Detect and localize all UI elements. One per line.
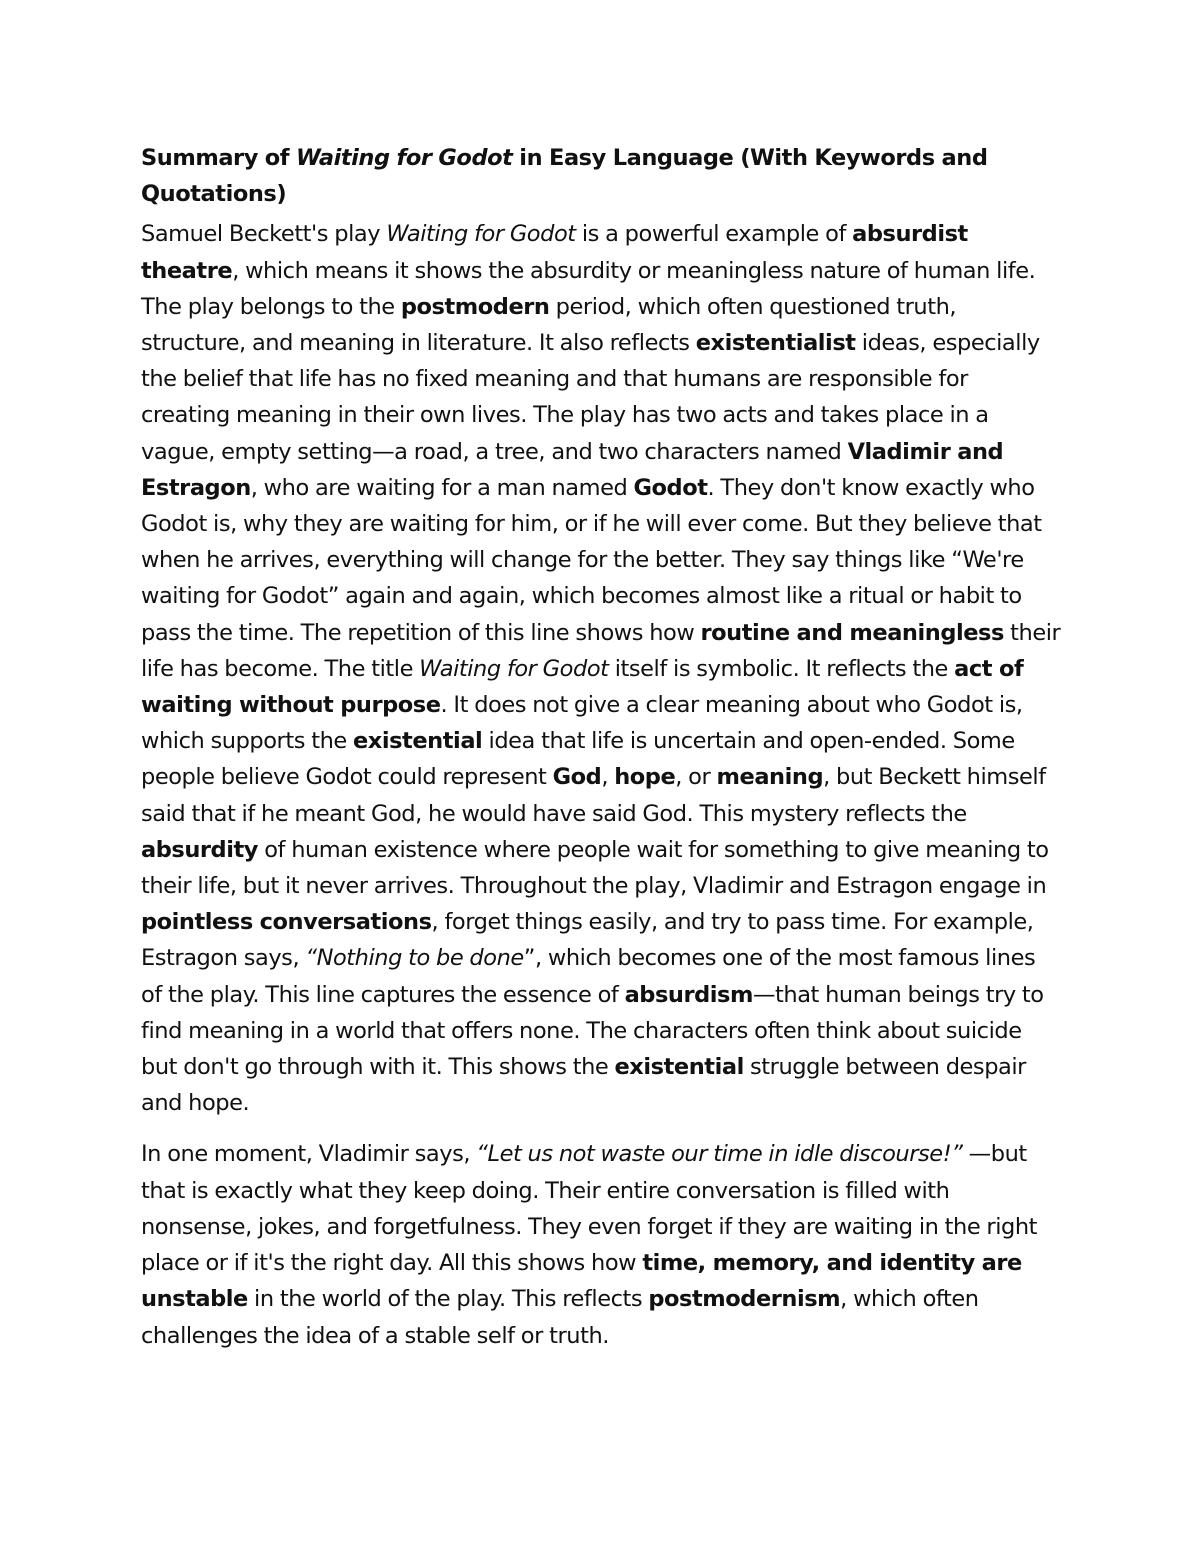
quotation: “Let us not waste our time in idle discourse!” — [476, 1141, 963, 1168]
keyword: meaning — [716, 764, 824, 791]
text-run: in the world of the play. This reflects — [247, 1286, 649, 1313]
keyword: Godot — [633, 474, 708, 501]
keyword: time, memory, and identity are unstable — [141, 1250, 1022, 1313]
keyword: existentialist — [695, 330, 856, 357]
quotation: “Nothing to be done — [305, 945, 524, 972]
text-run: In one moment, Vladimir says, — [141, 1141, 477, 1168]
document-body — [141, 140, 1061, 1369]
keyword: pointless conversations — [141, 909, 432, 936]
text-run: their life has become. The title — [141, 619, 1061, 682]
keyword: postmodernism — [648, 1286, 841, 1313]
keyword: God — [552, 764, 602, 791]
keyword: hope — [614, 764, 676, 791]
italic-run: Waiting for Godot — [419, 655, 609, 682]
text-run: . They don't know exactly who Godot is, why they are waiting for him, or if he will ever come. But they believe that when he arrives, everything will change for the better. They say things like “We're waiting for Godot” again and again, which becomes almost like a ritual or habit to pass the time. The repetition of this line shows how — [141, 474, 1042, 646]
text-run: of human existence where people wait for something to give meaning to their life, but it never arrives. Throughout the play, Vladimir and Estragon engage in — [141, 836, 1049, 900]
text-run: —but that is exactly what they keep doing. Their entire conversation is filled with nonsense, jokes, and forgetfulness. They even forget if they are waiting in the right place or if it's the right day. All this shows how — [141, 1141, 1038, 1277]
text-run: , who are waiting for a man named — [250, 474, 634, 501]
keyword: Vladimir and Estragon — [141, 438, 1004, 501]
paragraph-1 — [141, 216, 1061, 1121]
document-title — [141, 140, 1061, 212]
text-run: , forget things easily, and try to pass time. For example, Estragon says, — [141, 909, 1034, 972]
keyword: absurdity — [141, 836, 258, 863]
keyword: existential — [352, 728, 483, 755]
text-run: , which often challenges the idea of a stable self or truth. — [141, 1286, 979, 1349]
text-run: Samuel Beckett's play — [141, 221, 387, 248]
keyword: act of waiting without purpose — [141, 655, 1024, 719]
text-run: , — [601, 764, 615, 791]
title-italic-text: Waiting for Godot — [296, 145, 513, 171]
keyword: absurdism — [624, 981, 753, 1008]
title-text: in Easy Language (With Keywords and Quotations) — [141, 145, 988, 208]
text-run: . It does not give a clear meaning about who Godot is, which supports the — [141, 692, 1023, 755]
text-run: , but Beckett himself said that if he meant God, he would have said God. This mystery reflects the — [141, 764, 1046, 827]
keyword: postmodern — [400, 293, 550, 320]
text-run: , or — [675, 764, 717, 791]
title-text: Summary of — [141, 145, 297, 171]
text-run: —that human beings try to find meaning in a world that offers none. The characters often think about suicide but don't go through with it. This shows the — [141, 981, 1044, 1081]
text-run: itself is symbolic. It reflects the — [608, 655, 955, 682]
keyword: routine and meaningless — [700, 619, 1004, 646]
paragraph-2 — [141, 1136, 1061, 1353]
text-run: period, which often questioned truth, structure, and meaning in literature. It also reflects — [141, 293, 957, 357]
keyword: existential — [614, 1054, 744, 1081]
text-run: idea that life is uncertain and open-ended. Some people believe Godot could represent — [141, 728, 1015, 791]
text-run: is a powerful example of — [575, 221, 853, 248]
text-run: ”, which becomes one of the most famous lines of the play. This line captures the essence of — [141, 945, 1036, 1008]
italic-run: Waiting for Godot — [386, 221, 576, 248]
text-run: , which means it shows the absurdity or meaningless nature of human life. The play belongs to the — [141, 257, 1036, 320]
text-run: struggle between despair and hope. — [141, 1054, 1026, 1117]
text-run: ideas, especially the belief that life has no fixed meaning and that humans are responsible for creating meaning in their own lives. The play has two acts and takes place in a vague, empty setting—a road, a tree, and two characters named — [141, 330, 1040, 465]
keyword: absurdist theatre — [141, 221, 968, 284]
